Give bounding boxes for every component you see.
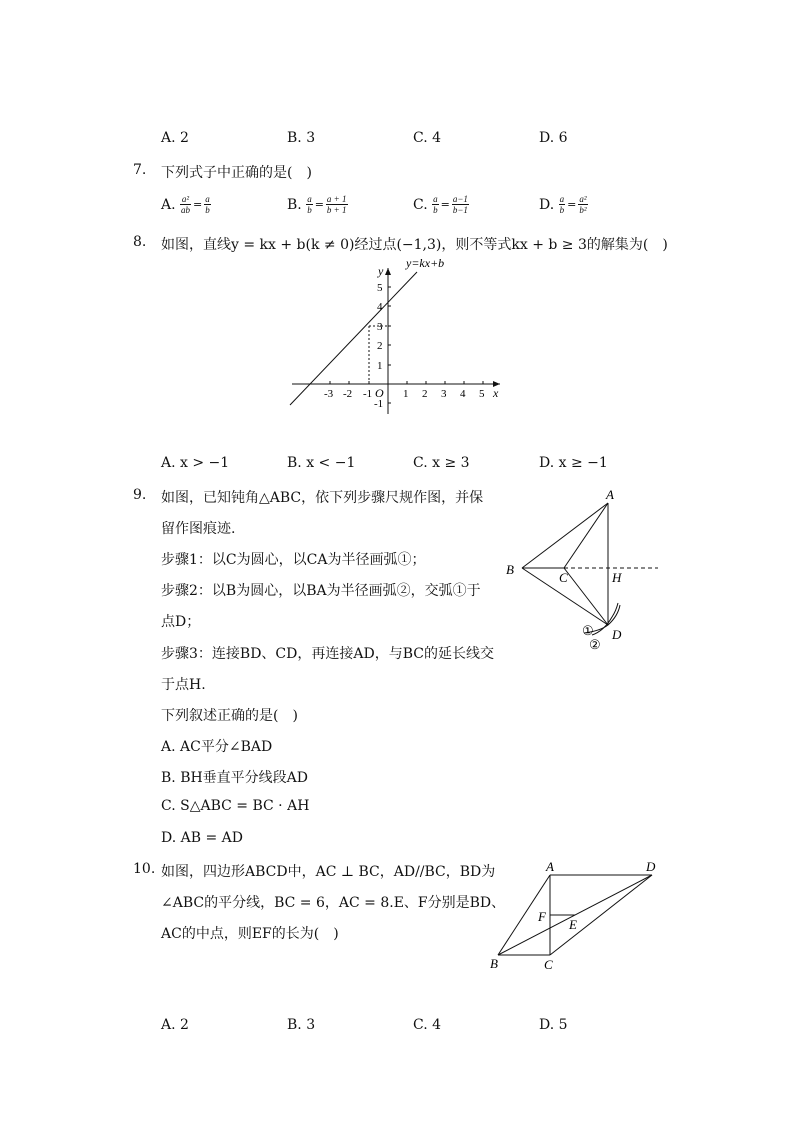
q7-stem: 下列式子中正确的是( )	[161, 165, 312, 181]
q8-xtick: 2	[422, 388, 428, 400]
q10-label-a: A	[546, 859, 554, 874]
q7-a-right-num: a	[205, 194, 210, 204]
q10-label-f: F	[538, 909, 546, 924]
q8-ytick: 2	[377, 340, 383, 352]
q8-xtick: 5	[479, 388, 485, 400]
q8-ytick: 4	[377, 301, 383, 313]
q9-seg-ba	[522, 503, 608, 568]
q6-option-c[interactable]: C. 4	[413, 130, 442, 146]
q9-line-4: 步骤2：以B为圆心，以BA为半径画弧②，交弧①于	[161, 583, 481, 599]
q8-xtick: 3	[441, 388, 447, 400]
q6-option-a[interactable]: A. 2	[161, 130, 189, 146]
q10-line-2: ∠ABC的平分线，BC = 6，AC = 8.E、F分别是BD、	[161, 895, 506, 911]
q8-origin-label: O	[375, 386, 384, 400]
q7-option-d[interactable]	[539, 194, 588, 215]
q7-number: 7.	[133, 162, 147, 178]
q9-option-b[interactable]: B. BH垂直平分线段AD	[161, 770, 309, 786]
q7-d-left-den: b	[559, 205, 565, 215]
q7-b-right-num: a + 1	[326, 194, 347, 204]
q9-number: 9.	[133, 487, 147, 503]
q9-label-h: H	[612, 570, 622, 585]
q8-option-a[interactable]: A. x > −1	[161, 455, 230, 471]
q10-label-c: C	[544, 957, 553, 972]
q9-label-arc1: ①	[582, 623, 594, 638]
q10-label-e: E	[569, 917, 577, 932]
q6-option-b[interactable]: B. 3	[287, 130, 316, 146]
q10-option-a[interactable]: A. 2	[161, 1017, 189, 1033]
q10-line-3: AC的中点，则EF的长为( )	[161, 926, 339, 942]
q10-number: 10.	[133, 861, 156, 877]
q7-b-left-frac	[306, 194, 313, 215]
q7-option-b-letter: B.	[287, 196, 302, 213]
q7-a-right-den: b	[205, 205, 210, 215]
q7-option-c-letter: C.	[413, 196, 428, 213]
q9-label-c: C	[559, 570, 568, 585]
q8-line-label: y=kx+b	[406, 256, 445, 270]
q8-ytick: -1	[374, 398, 384, 410]
q8-x-tick-labels	[324, 388, 485, 400]
q7-d-equals: =	[567, 198, 577, 211]
q7-a-left-den: ab	[181, 205, 191, 215]
q8-x-label: x	[493, 386, 499, 400]
q7-c-right-frac	[452, 194, 469, 215]
q7-option-b[interactable]	[287, 194, 348, 215]
q7-b-right-frac	[326, 194, 348, 215]
q7-option-a[interactable]	[161, 194, 211, 215]
q9-line-3: 步骤1：以C为圆心，以CA为半径画弧①；	[161, 552, 426, 568]
q9-line-7: 于点H.	[161, 677, 206, 693]
q7-b-left-den: b	[307, 205, 312, 215]
q8-xtick: -3	[324, 388, 334, 400]
q9-line-8: 下列叙述正确的是( )	[161, 708, 298, 724]
q10-option-b[interactable]: B. 3	[287, 1017, 316, 1033]
q8-number: 8.	[133, 234, 147, 250]
q8-xtick: -1	[363, 388, 373, 400]
q10-label-b: B	[490, 956, 498, 971]
q7-c-right-num: a−1	[452, 194, 468, 204]
q9-seg-cd	[564, 568, 608, 625]
q6-option-d[interactable]: D. 6	[539, 130, 568, 146]
q7-c-left-den: b	[433, 205, 438, 215]
q7-a-right-frac	[204, 194, 211, 215]
q8-stem: 如图，直线y = kx + b(k ≠ 0)经过点(−1,3)，则不等式kx + b ≥ 3的解集为( )	[161, 237, 668, 253]
q7-a-left-frac	[180, 194, 191, 215]
q9-option-c[interactable]: C. S△ABC = BC · AH	[161, 798, 310, 814]
q8-option-c[interactable]: C. x ≥ 3	[413, 455, 470, 471]
q10-label-d: D	[646, 859, 656, 874]
q7-a-equals: =	[193, 198, 203, 211]
q10-option-d[interactable]: D. 5	[539, 1017, 568, 1033]
q8-ticks	[330, 287, 483, 403]
q9-line-2: 留作图痕迹.	[161, 521, 236, 537]
q9-label-d: D	[612, 627, 622, 642]
q10-line-1: 如图，四边形ABCD中，AC ⊥ BC，AD//BC，BD为	[161, 864, 496, 880]
q9-line-6: 步骤3：连接BD、CD，再连接AD，与BC的延长线交	[161, 646, 494, 662]
q7-d-right-num: a²	[579, 194, 587, 204]
q8-ytick: 1	[377, 360, 383, 372]
q9-option-d[interactable]: D. AB = AD	[161, 830, 243, 846]
q9-option-a[interactable]: A. AC平分∠BAD	[161, 739, 273, 755]
q7-b-left-num: a	[307, 194, 312, 204]
q9-label-arc2: ②	[589, 637, 601, 652]
q8-ytick: 3	[377, 321, 383, 333]
q7-b-right-den: b + 1	[326, 205, 347, 215]
q7-option-c[interactable]	[413, 194, 469, 215]
q7-b-equals: =	[314, 198, 324, 211]
q7-c-equals: =	[440, 198, 450, 211]
q8-xtick: 4	[460, 388, 466, 400]
q10-option-c[interactable]: C. 4	[413, 1017, 442, 1033]
q8-option-b[interactable]: B. x < −1	[287, 455, 356, 471]
q8-ytick: 5	[377, 282, 383, 294]
q7-c-left-num: a	[433, 194, 438, 204]
q9-line-1: 如图，已知钝角△ABC，依下列步骤尺规作图，并保	[161, 490, 484, 506]
q9-line-5: 点D；	[161, 614, 201, 630]
q9-label-b: B	[506, 562, 514, 577]
q7-c-left-frac	[432, 194, 439, 215]
q7-c-right-den: b−1	[452, 205, 468, 215]
q7-option-a-letter: A.	[161, 196, 176, 213]
q8-xtick: -2	[343, 388, 353, 400]
q9-figure	[500, 485, 665, 655]
q8-option-d[interactable]: D. x ≥ −1	[539, 455, 608, 471]
q7-d-right-den: b²	[579, 205, 587, 215]
q9-seg-ca	[564, 503, 608, 568]
q8-y-arrow-icon	[385, 268, 391, 275]
q10-figure	[486, 855, 666, 975]
q8-xtick: 1	[403, 388, 409, 400]
q9-label-a: A	[606, 487, 614, 502]
q7-d-right-frac	[578, 194, 587, 215]
q8-graph	[282, 254, 512, 416]
q7-d-left-frac	[559, 194, 566, 215]
q7-a-left-num: a²	[181, 194, 190, 204]
q7-d-left-num: a	[559, 194, 565, 204]
q7-option-d-letter: D.	[539, 196, 555, 213]
q8-line	[290, 272, 417, 405]
q8-y-label: y	[378, 264, 384, 278]
